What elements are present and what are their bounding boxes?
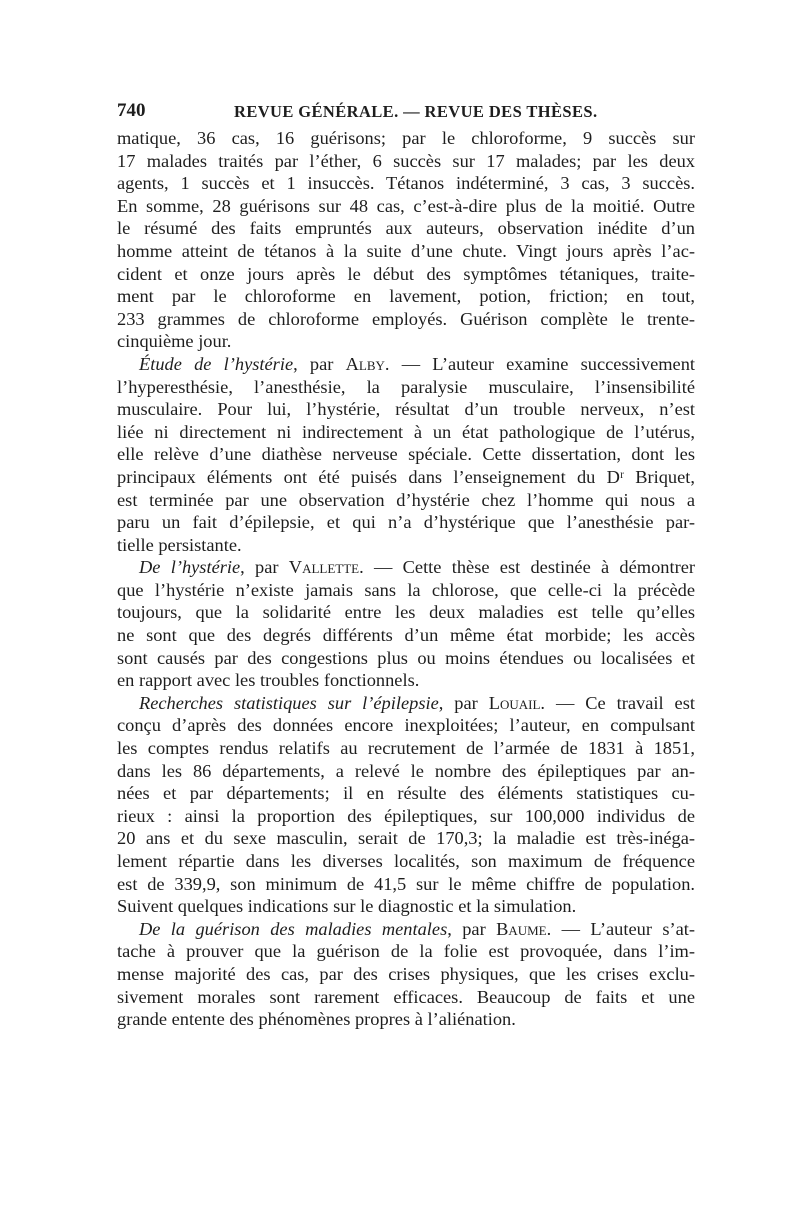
thesis-title: De la guérison des maladies mentales	[139, 918, 448, 939]
text-line: est terminée par une observation d’hystérie chez l’homme qui nous a	[117, 489, 695, 510]
text-line: agents, 1 succès et 1 insuccès. Tétanos indéterminé, 3 cas, 3 succès.	[117, 173, 695, 194]
text-line: 17 malades traités par l’éther, 6 succès sur 17 malades; par les deux	[117, 150, 695, 171]
thesis-author: Baume	[496, 918, 547, 939]
thesis-title: De l’hystérie	[139, 557, 241, 578]
text-line: grande entente des phénomènes propres à l’aliénation.	[117, 1009, 516, 1030]
text-line: homme atteint de tétanos à la suite d’une chute. Vingt jours après l’ac-	[117, 240, 695, 261]
text-run: , par	[447, 918, 497, 939]
thesis-author: Louail	[488, 692, 541, 713]
text-line: principaux éléments ont été puisés dans l’enseignement du Dʳ Briquet,	[117, 466, 695, 487]
text-run: . — Cette thèse est destinée à démontrer	[359, 557, 695, 578]
paragraph-first-line	[117, 918, 695, 941]
text-run: , par	[293, 353, 346, 374]
page-number: 740	[117, 100, 146, 121]
text-line: sont causés par des congestions plus ou moins étendues ou localisées et	[117, 647, 695, 668]
text-line: est de 339,9, son minimum de 41,5 sur le même chiffre de population.	[117, 873, 695, 894]
text-line: tache à prouver que la guérison de la folie est provoquée, dans l’im-	[117, 941, 695, 962]
text-line: rieux : ainsi la proportion des épileptiques, sur 100,000 individus de	[117, 805, 695, 826]
text-line: toujours, que la solidarité entre les deux maladies est telle qu’elles	[117, 602, 695, 623]
thesis-title: Recherches statistiques sur l’épilepsie	[139, 692, 439, 713]
paragraph-first-line	[117, 556, 695, 579]
text-line: nées et par départements; il en résulte des éléments statistiques cu-	[117, 783, 695, 804]
text-line: conçu d’après des données encore inexploitées; l’auteur, en compulsant	[117, 715, 695, 736]
text-line: le résumé des faits empruntés aux auteurs, observation inédite d’un	[117, 218, 695, 239]
paragraph-first-line	[117, 692, 695, 715]
text-run: , par	[438, 692, 489, 713]
text-line: elle relève d’une diathèse nerveuse spéciale. Cette dissertation, dont les	[117, 444, 695, 465]
text-line: 20 ans et du sexe masculin, serait de 170,3; la maladie est très-inéga-	[117, 828, 695, 849]
text-run: . — L’auteur s’at-	[546, 918, 696, 939]
text-line: cinquième jour.	[117, 331, 232, 352]
text-line: en rapport avec les troubles fonctionnels.	[117, 670, 420, 691]
thesis-author: Vallette	[288, 557, 360, 578]
text-line: mense majorité des cas, par des crises physiques, que les crises exclu-	[117, 963, 695, 984]
text-line: Suivent quelques indications sur le diagnostic et la simulation.	[117, 896, 577, 917]
text-line: En somme, 28 guérisons sur 48 cas, c’est-à-dire plus de la moitié. Outre	[117, 195, 695, 216]
text-line: ne sont que des degrés différents d’un même état morbide; les accès	[117, 625, 695, 646]
thesis-title: Étude de l’hystérie	[139, 353, 294, 374]
text-line: musculaire. Pour lui, l’hystérie, résultat d’un trouble nerveux, n’est	[117, 399, 695, 420]
text-line: que l’hystérie n’existe jamais sans la chlorose, que celle-ci la précède	[117, 579, 695, 600]
text-run: , par	[240, 557, 289, 578]
text-line: ment par le chloroforme en lavement, potion, friction; en tout,	[117, 286, 695, 307]
text-line: lement répartie dans les diverses localités, son maximum de fréquence	[117, 851, 695, 871]
text-line: 233 grammes de chloroforme employés. Guérison complète le trente-	[117, 308, 695, 329]
text-line: matique, 36 cas, 16 guérisons; par le chloroforme, 9 succès sur	[117, 128, 695, 148]
page-header	[117, 100, 695, 126]
body-text	[117, 127, 695, 1031]
text-line: sivement morales sont rarement efficaces. Beaucoup de faits et une	[117, 986, 695, 1007]
text-line: l’hyperesthésie, l’anesthésie, la paralysie musculaire, l’insensibilité	[117, 376, 695, 397]
text-line: paru un fait d’épilepsie, et qui n’a d’hystérique que l’anesthésie par-	[117, 512, 695, 533]
text-run: . — L’auteur examine successivement	[384, 353, 696, 374]
text-line: dans les 86 départements, a relevé le nombre des épileptiques par an-	[117, 760, 695, 781]
text-line: liée ni directement ni indirectement à un état pathologique de l’utérus,	[117, 421, 695, 442]
thesis-author: Alby	[345, 353, 385, 374]
running-head: REVUE GÉNÉRALE. — REVUE DES THÈSES.	[234, 102, 598, 121]
paragraph-first-line	[117, 353, 695, 376]
text-run: . — Ce travail est	[540, 692, 695, 713]
text-line: cident et onze jours après le début des symptômes tétaniques, traite-	[117, 263, 695, 284]
text-line: tielle persistante.	[117, 534, 242, 555]
text-line: les comptes rendus relatifs au recrutement de l’armée de 1831 à 1851,	[117, 738, 695, 759]
